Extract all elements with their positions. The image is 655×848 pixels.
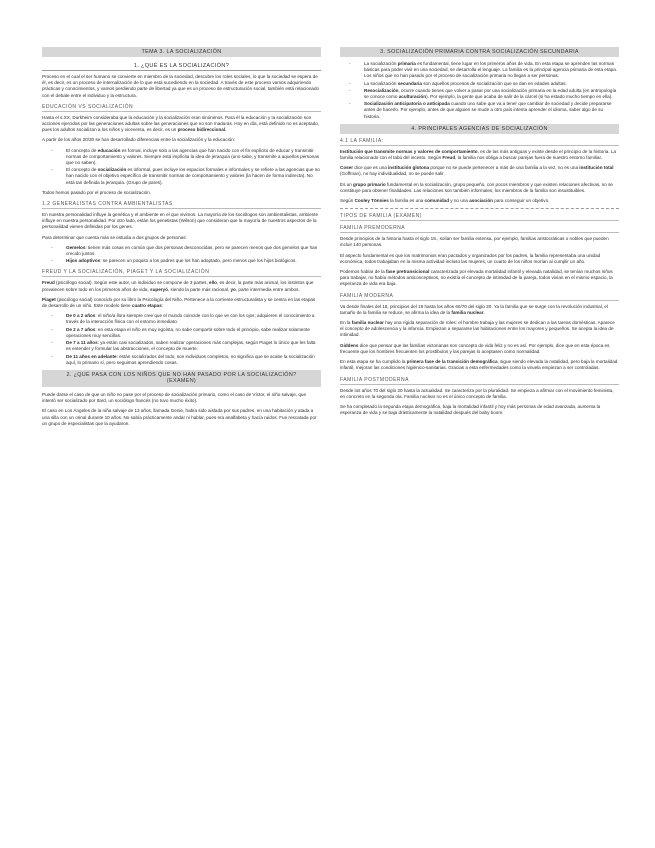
list-item: - De 2 a 7 años: en esta etapa el niño es muy egoísta, no sabe compartir sobre todo el principio, sabe realizar solamente operaciones muy sencillas. <box>51 326 310 338</box>
paragraph: Es un grupo primario fundamental en la socialización, grupo pequeño, con pocos miembros y que existen relaciones afectivas, no se constituye para obtener finalidades. Las relaciones son también informales, los miembros de la familia son insustituibles. <box>340 181 613 193</box>
right-column <box>340 47 619 420</box>
paragraph: Desde los años 70 del siglo 20 hasta la actualidad. Se caracteriza por la pluralidad. Se empieza a afirmar con el movimiento feminista, en concreto en la segunda ola. Familia nuclear no es el único concepto de familia. <box>340 387 614 399</box>
list-item: - Resocialización, ocurre cuando tienes que volver a pasar por una socialización primaria en la edad adulta (en antropología se conoce como aculturación). Por ejemplo, la gente que acaba de salir de la cárcel (si ha estado mucho tiempo en ella). <box>349 87 617 100</box>
paragraph: Coser dice que es una institución glotona porque no se puede pertenecer a más de una familia a la vez, no es una institución total (Goffman), no hay individualidad, no se puede salir. <box>340 165 614 177</box>
subsection-heading: FAMILIA PREMODERNA <box>340 224 619 233</box>
subsection-heading: 4.1 LA FAMILIA: <box>340 137 619 146</box>
paragraph: Piaget (psicólogo social) conocido por su libro la Psicología del Niño. Pertenece a la corriente estructuralista y se centra en las etapas de desarrollo de un niño. Este modelo tiene cuatro etapas: <box>42 296 316 309</box>
paragraph: El aspecto fundamental es que los matrimonios eran pactados y organizados por los padres, la familia representaba una unidad económica, todos trabajaban en la misma actividad incluso las mujeres, un cuarto de los niños morían al cumplir un año. <box>340 252 601 264</box>
paragraph: Según Cooley Tönnies la familia es una comunidad y no una asociación para conseguir un objetivo. <box>340 198 550 204</box>
paragraph: Proceso en el cual el ser humano se convierte en miembro de la sociedad, descubre los roles sociales, lo que la sociedad se espera de él, es decir, es un proceso de internalización de lo que está sucediendo en la sociedad. A través de este proceso vamos adquiriendo prácticas y conocimientos, y vamos perdiendo parte de libertad ya que es un proceso de estructuración social, también está relacionado con el debate entre el individuo y la estructura. <box>42 74 320 98</box>
paragraph: A partir de los años 20/30 se han desarrollado diferencias entre la socialización y la educación: <box>42 137 236 143</box>
left-column <box>42 47 321 431</box>
list-item: - De 7 a 11 años: ya están casi socializados, saben realizar operaciones más complejas, según Piaget lo único que les falta es entender y formular las abstracciones, el concepto de muerte. <box>51 340 316 352</box>
subsection-heading: EDUCACIÓN VS SOCIALIZACIÓN <box>42 103 321 112</box>
paragraph: En esta etapa se ha cumplido la primera fase de la transición demográfica, sigue siendo elevada la natalidad, pero baja la mortalidad infantil, mejoran las condiciones higiénico-sanitarias. Gracias a esta enfermedades como la viruela empiezan a ser controladas. <box>340 359 618 371</box>
paragraph: Puede darse el caso de que un niño no pase por el proceso de socialización primario, como el caso de Víctor, el niño salvaje, que intentó ser socializado por Itard, un sociólogo francés (no tuvo mucho éxito). <box>42 391 307 404</box>
dashed-divider <box>340 208 619 209</box>
section-banner: 3. SOCIALIZACIÓN PRIMARIA CONTRA SOCIALIZACIÓN SECUNDARIA <box>340 47 619 57</box>
bullet-list <box>42 245 321 265</box>
list-item: - Gemelos: tienen más cosas en común que dos personas desconocidas, pero se parecen menos que dos gemelos que han crecido juntos. <box>51 244 318 257</box>
bullet-list <box>340 61 619 120</box>
paragraph: Institución que transmite normas y valores de comportamiento, es de las más antiguas y existe desde el principio de la historia. La familia relacionado con el tabú del incesto. Según Freud, la familia nos obliga a buscar parejas fuera de nuestro entorno familiar. <box>340 148 616 161</box>
paragraph: En nuestra personalidad influye la genética y el ambiente en el que vivimos. La mayoría de los sociólogos son ambientalistas, ambiente influye en nuestra personalidad. Por otro lado, están los genetistas (Wilson) que consideran que la mayoría de nuestros aspectos de la personalidad vienen definidas por los genes. <box>42 212 319 230</box>
paragraph: Freud (psicólogo social). Según este autor, un individuo se compone de 3 partes, ello, es decir, la parte más animal, los instintos que prevalecen sobre todo en los primeros años de vida, superyó, siendo la parte más racional, yo, parte intermedia entre ambos. <box>42 280 314 292</box>
list-item: - Socialización anticipatoria o anticipada cuando uno sabe que va a tener que cambiar de sociedad y decide prepararse antes de hacerlo. Por ejemplo, antes de que alguien se mude a otro país intenta aprender el idioma, saber algo de su historia. <box>349 101 612 119</box>
list-item: - De 11 años en adelante: están socializados del todo, son individuos completos, no significa que se acabe la socialización aquí, lo primario sí, pero seguimos aprendiendo cosas. <box>51 353 315 365</box>
paragraph: Desde principios de la historia hasta el siglo 18., solían ser familia extensa, por ejemplo, familias aristocráticas o nobles que pueden incluir 140 personas. <box>340 236 609 248</box>
paragraph: Todos hemos pasado por el proceso de socialización. <box>42 189 152 195</box>
paragraph: Giddens dice que pensar que las familias victorianas son concepto de vida feliz y no es así. Por ejemplo, dice que en esta época es frecuente que los hombres frecuenten los prostíbulos y las parejas lo aceptasen como normalidad. <box>340 342 610 354</box>
section-banner: 4. PRINCIPALES AGENCIAS DE SOCIALIZACIÓN <box>340 124 619 134</box>
list-item: - El concepto de educación es formal, incluye solo a las agencias que han nacido con el fin explícito de educar y transmitir normas de comportamiento y valores. Siempre está implícita la idea de jerarquía (uno sabe, y transmite a aquellos personas que no saben). <box>51 147 320 166</box>
paragraph: Va desde finales del 18, principios del 19 hasta los años 60/70 del siglo 20. Ya la familia que se surge con la revolución industrial, el tamaño de la familia se reduce, se afirma la idea de la familia nuclear. <box>340 303 608 315</box>
subsection-heading: FREUD Y LA SOCIALIZACIÓN, PIAGET Y LA SOCIALIZACIÓN <box>42 268 321 277</box>
paragraph: Podemos hablar de la fase pretransicional caracterizada por elevada mortalidad infantil y elevada natalidad, se tenían muchos niños para trabajar, no había métodos anticonceptivos, no existía el concepto de intimidad de la pareja, todos vivían en el mismo espacio, la esperanza de vida era baja. <box>340 269 613 287</box>
section-banner: 2. ¿QUÉ PASA CON LOS NIÑOS QUE NO HAN PASADO POR LA SOCIALIZACIÓN? (EXAMEN) <box>42 370 321 387</box>
paragraph: El caso en Los Ángeles de la niña salvaje de 13 años, llamada Genie, había sido aislada por sus padres, en una habitación y atada a una silla con un orinal durante 10 años. No sabía prácticamente andar ni hablar, pues era analfabeta y hacía ruidos. Fue rescatada por un grupo de especialistas que la ayudaron. <box>42 408 317 426</box>
paragraph: En la familia nuclear hay una rígida separación de roles: el hombre trabaja y las mujeres se dedican a las tareas domésticas. Aparece el concepto de adolescencia y la infancia. Empiezan a separarse las habitaciones entre los mayores y pequeños. Se acepta la idea de intimidad. <box>340 320 615 338</box>
bullet-list <box>42 148 321 186</box>
subsection-heading: FAMILIA MODERNA <box>340 292 619 301</box>
paragraph: Se ha completado la segunda etapa demográfica, baja la mortalidad infantil y hoy más personas de edad avanzada, aumenta la esperanza de vida y se baja drásticamente la natalidad después del baby boom. <box>340 403 601 416</box>
subsection-heading: FAMILIA POSTMODERNA <box>340 376 619 385</box>
list-item: - El concepto de socialización es informal, pues incluye los espacios formales e informales y se refiere a las agencias que no han nacido con el objetivo específico de transmitir normas de comportamiento y valores (la hacen de forma indirecta). No está tan definida la jerarquía. (Grupo de pares). <box>51 167 320 185</box>
section-heading: 1. ¿QUÉ ES LA SOCIALIZACIÓN? <box>42 59 321 71</box>
subsection-heading: 1.2 GENERALISTAS CONTRA AMBIENTALISTAS <box>42 200 321 209</box>
paragraph: Para determinar que cuenta más se estudia a dos grupos de personas: <box>42 234 187 240</box>
subsection-heading: TIPOS DE FAMILIA (EXAMEN) <box>340 212 619 221</box>
list-item: - De 0 a 2 años: el niño/a llora siempre cree que el mundo coincide con lo que ve con los ojos; adquieren el conocimiento a través de la interacción física con el entorno inmediato. <box>51 313 315 325</box>
list-item: - Hijos adoptivos: se parecen un poquito a los padres que los han adoptado, pero menos que los hijos biológicos. <box>51 258 297 264</box>
chapter-banner: TEMA 3. LA SOCIALIZACIÓN <box>42 47 321 57</box>
bullet-list <box>42 313 321 366</box>
list-item: - La socialización primaria es fundamental, tiene lugar en los primeros años de vida. En esta etapa se aprenden las normas básicas para poder vivir en una sociedad, se desarrolla el lenguaje. La familia es la principal agencia primaria de esta etapa. Los niños que no han pasado por el proceso de socialización primaria no llegan a ser personas. <box>349 61 618 79</box>
paragraph: Hasta el s.XX, Durkheim consideraba que la educación y la socialización eran sinónimos. Para él la educación y la socialización son acciones ejercidas por las generaciones adultas sobre las generaciones que no son maduras. Hoy en día, está definido no es aceptado, pues los adultos socializan a los niños y viceversa, es decir, es un proceso bidireccional. <box>42 114 320 133</box>
list-item: - La socialización secundaria son aquellos procesos de socialización que se dan en edades adultas. <box>349 80 567 86</box>
